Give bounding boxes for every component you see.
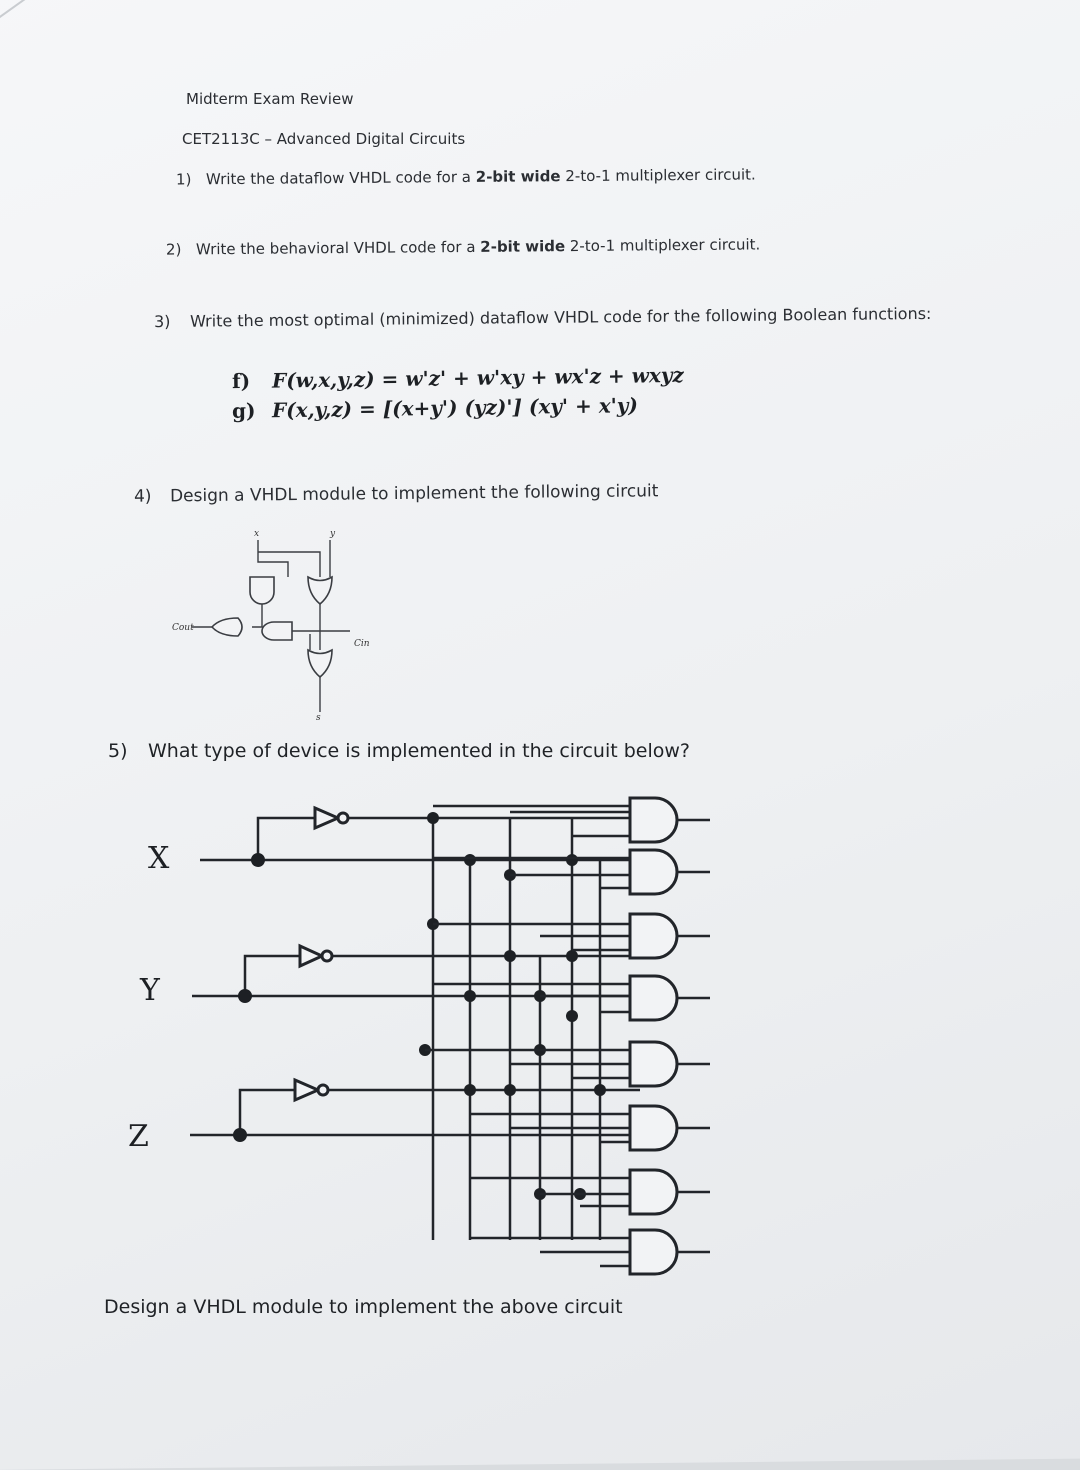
question-2-bold: 2-bit wide [480, 237, 566, 256]
equation-g-label: g) [231, 398, 256, 423]
q4-and-gate-2 [262, 622, 292, 640]
bus-dot [566, 1010, 578, 1022]
y-inverter-bubble [322, 951, 332, 961]
and-gate-4 [630, 1042, 677, 1086]
page-fold [0, 0, 78, 32]
exam-title: Midterm Exam Review [186, 90, 354, 108]
question-2-text-a: Write the behavioral VHDL code for a [195, 237, 481, 259]
bus-dot [566, 950, 578, 962]
bus-dot [427, 812, 439, 824]
input-x-label: X [148, 841, 170, 876]
question-2-text-b: 2-to-1 multiplexer circuit. [564, 235, 761, 256]
x-inverter-bubble [338, 813, 348, 823]
bus-dot [464, 990, 476, 1002]
decoder-circuit [100, 780, 740, 1290]
gate-inputs-0 [433, 806, 630, 836]
y-inverter [300, 946, 322, 966]
q4-wire-cross [258, 552, 320, 577]
bus-dot [464, 854, 476, 866]
bus-dot [566, 854, 578, 866]
and-gate-0 [630, 798, 677, 842]
question-3-text: Write the most optimal (minimized) dataflow VHDL code for the following Boolean functions: [189, 303, 932, 331]
course-name: CET2113C – Advanced Digital Circuits [182, 130, 466, 148]
question-2-number: 2) [165, 240, 182, 259]
and-gate-3 [630, 976, 677, 1020]
equation-f-label: f) [231, 368, 251, 394]
q4-and-gate-1 [250, 577, 274, 604]
q4-wire-and-out [252, 604, 262, 627]
and-gate-6 [630, 1170, 677, 1214]
question-4-number: 4) [133, 486, 152, 507]
question-5 [108, 740, 690, 762]
q4-xor-gate-2 [308, 650, 332, 677]
input-z-label: Z [128, 1119, 149, 1154]
q4-label-cout: Cout [172, 623, 194, 633]
q4-wire-x [258, 540, 288, 577]
gate-inputs-6 [470, 1178, 630, 1206]
x-inverter [315, 808, 338, 828]
question-1-bold: 2-bit wide [475, 167, 561, 186]
z-inverter-bubble [318, 1085, 328, 1095]
x-junction [251, 853, 265, 867]
q4-label-y: y [330, 529, 336, 539]
y-branch [245, 956, 300, 996]
bus-dot [594, 1084, 606, 1096]
question-1-number: 1) [175, 170, 192, 189]
q4-circuit [170, 522, 390, 722]
z-branch [240, 1090, 295, 1135]
and-gate-2 [630, 914, 677, 958]
q4-label-s: s [316, 713, 321, 722]
output-wires [677, 820, 710, 1252]
z-inverter [295, 1080, 318, 1100]
gate-inputs-5 [470, 1114, 630, 1142]
and-gate-1 [630, 850, 677, 894]
q4-xor-gate-1 [308, 577, 332, 604]
question-5-number: 5) [108, 740, 128, 762]
y-junction [238, 989, 252, 1003]
bus-dot [504, 1084, 516, 1096]
question-1-text-a: Write the dataflow VHDL code for a [205, 167, 476, 189]
and-gates [630, 798, 677, 1274]
question-4-text: Design a VHDL module to implement the following circuit [169, 481, 659, 507]
question-1-text-b: 2-to-1 multiplexer circuit. [560, 165, 756, 186]
q4-or-gate [212, 618, 242, 636]
question-5-footer: Design a VHDL module to implement the above circuit [104, 1296, 623, 1318]
input-y-label: Y [140, 973, 160, 1008]
gate-inputs-7 [470, 1238, 630, 1266]
z-junction [233, 1128, 247, 1142]
bus-dot [464, 1084, 476, 1096]
q4-label-cin: Cin [354, 639, 370, 649]
equation-f-expr: F(w,x,y,z) = w'z' + w'xy + wx'z + wxyz [271, 362, 684, 393]
and-gate-5 [630, 1106, 677, 1150]
equation-g-expr: F(x,y,z) = [(x+y') (yz)'] (xy' + x'y) [271, 393, 639, 423]
q4-label-x: x [254, 529, 260, 539]
bus-dot [504, 950, 516, 962]
question-5-text: What type of device is implemented in the circuit below? [148, 740, 690, 762]
question-3-number: 3) [153, 311, 171, 332]
and-gate-7 [630, 1230, 677, 1274]
x-branch [258, 818, 315, 860]
